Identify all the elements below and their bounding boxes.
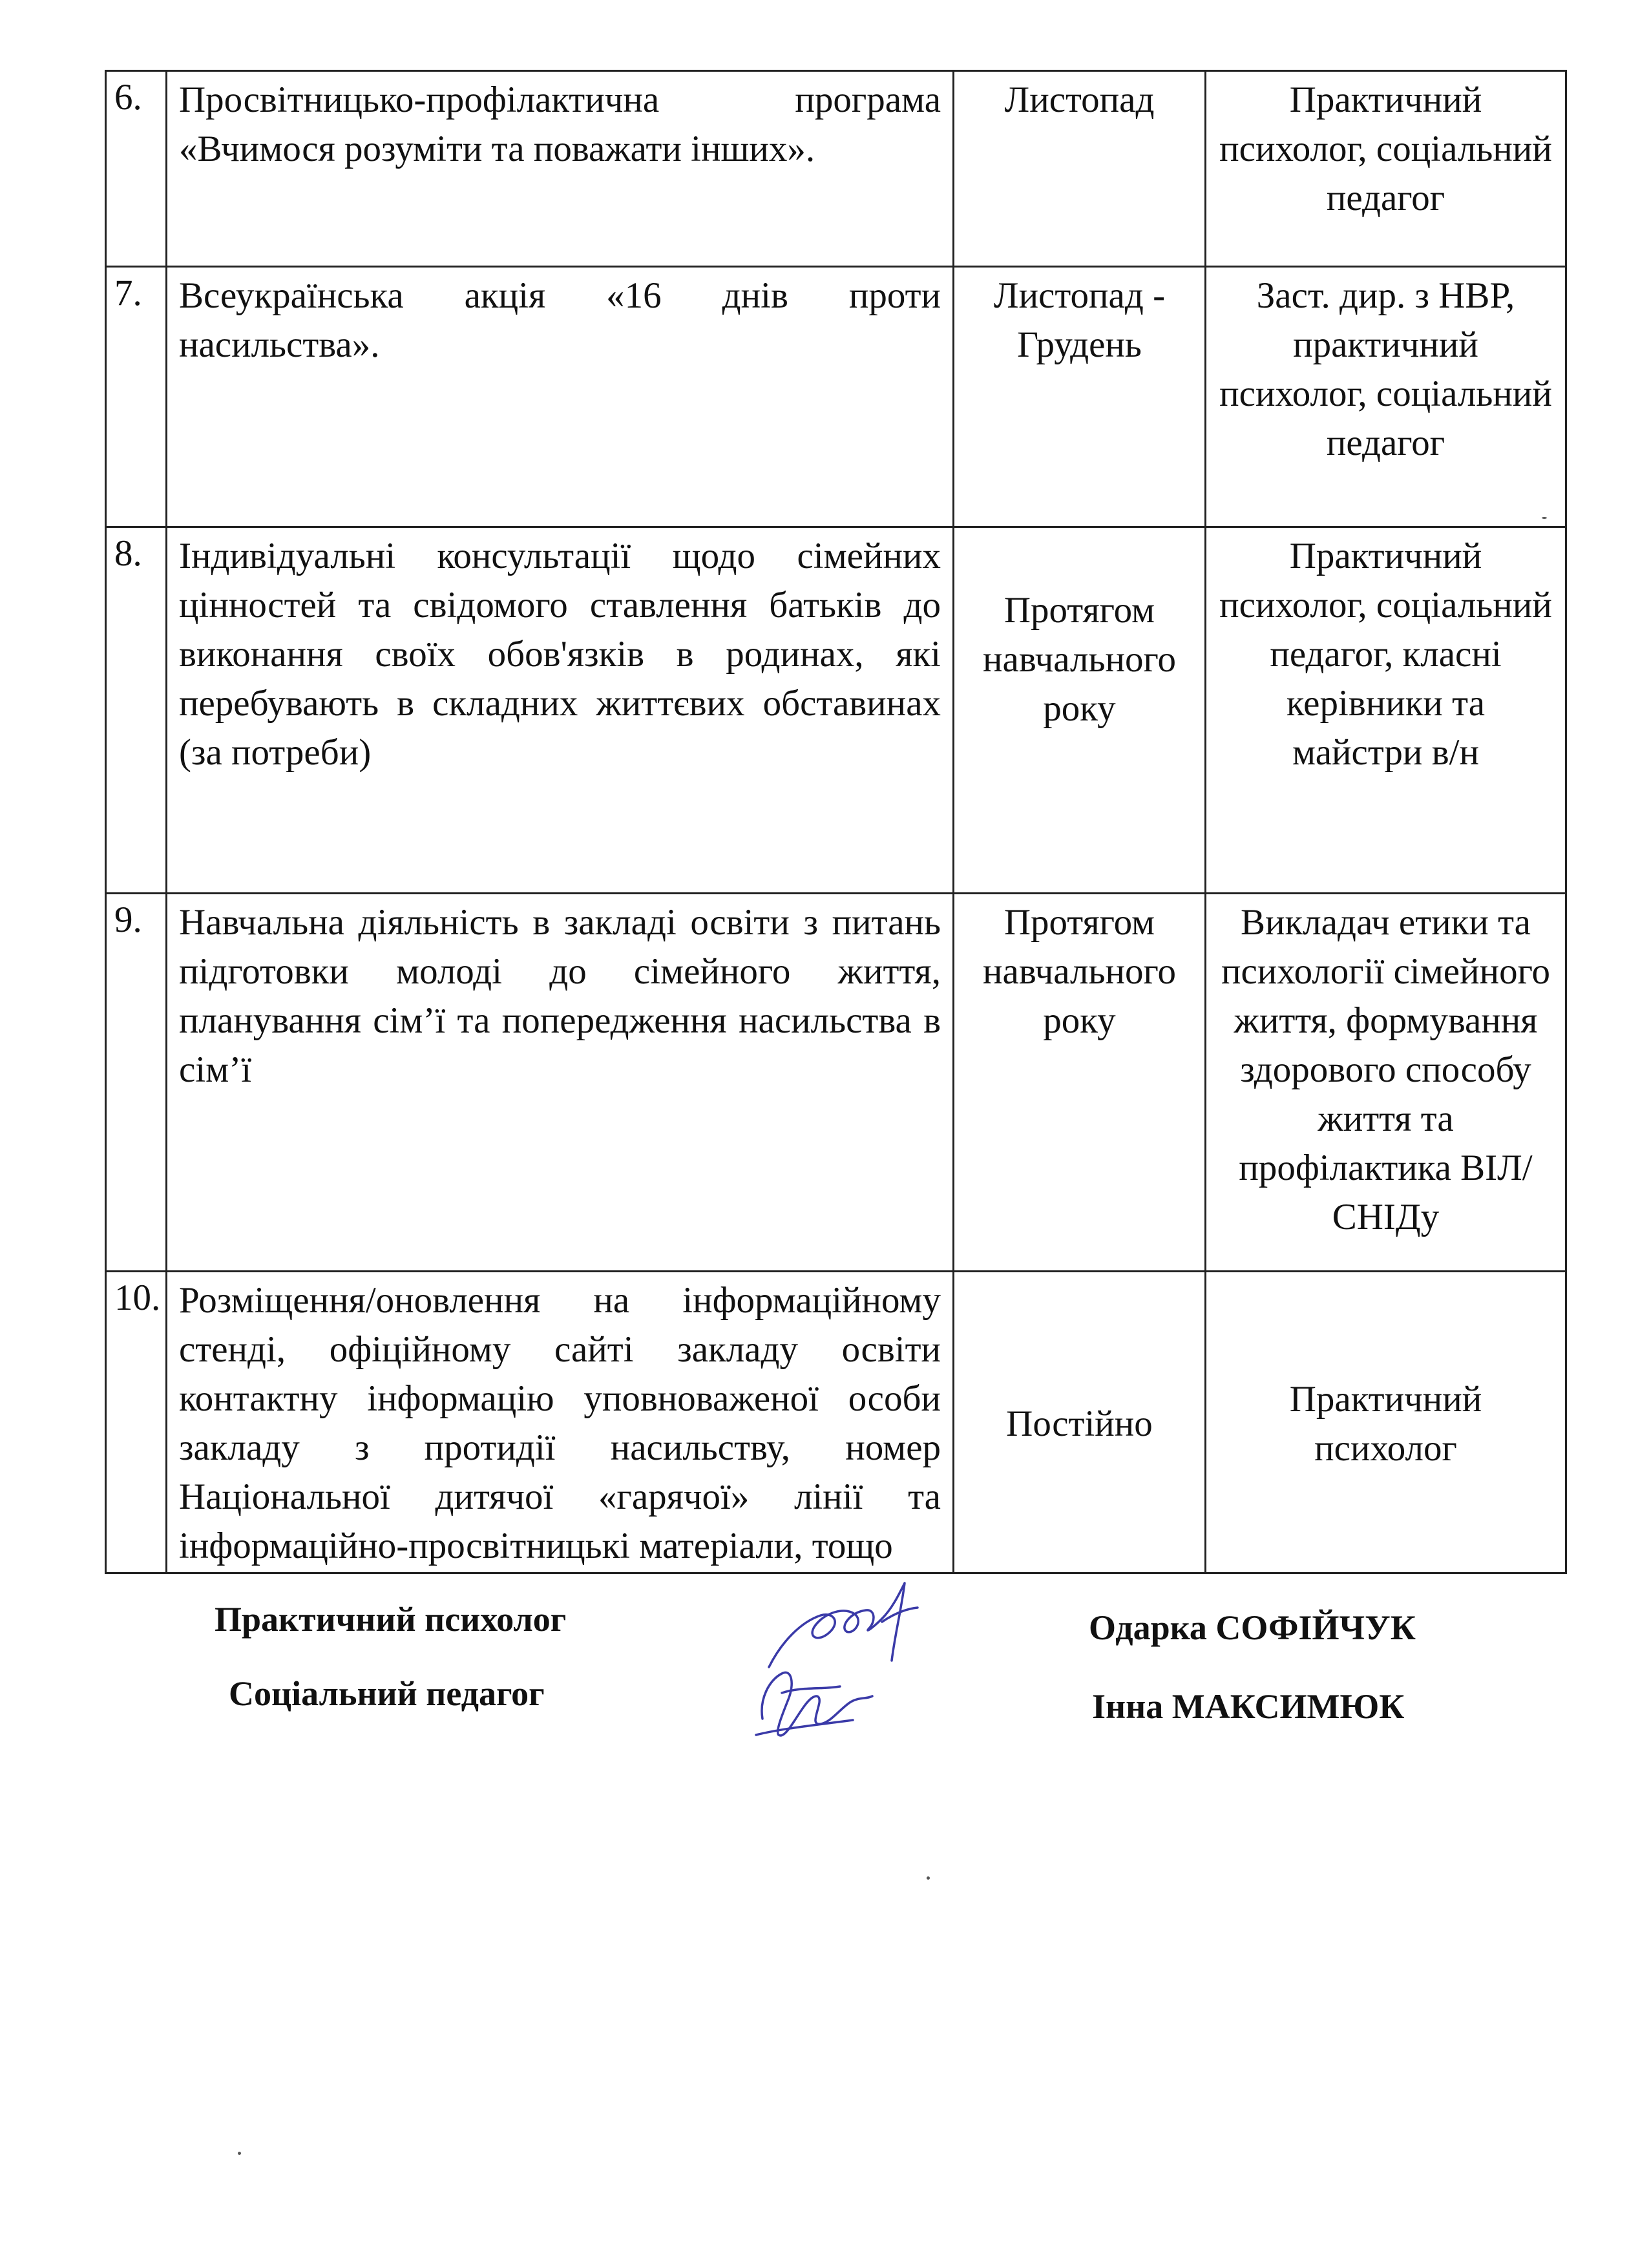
table-row	[106, 267, 1566, 527]
handwritten-signature	[743, 1570, 976, 1764]
scan-speck	[1542, 517, 1547, 519]
activity-term: Протягом навчального року	[954, 894, 1206, 1272]
activity-term: Листопад - Грудень	[954, 267, 1206, 527]
signatory-position-social-teacher: Соціальний педагог	[229, 1674, 545, 1713]
table-row	[106, 71, 1566, 267]
activity-name: Навчальна діяльність в закладі освіти з питань підготовки молоді до сімейного життя, планування сім’ї та попередження насильства в сім’ї	[167, 894, 954, 1272]
activity-responsible: Практичний психолог, соціальний педагог, класні керівники та майстри в/н	[1206, 527, 1566, 894]
row-number: 7.	[106, 267, 167, 527]
activity-name: Просвітницько-профілактична програма «Вчимося розуміти та поважати інших».	[167, 71, 954, 267]
table-row	[106, 1272, 1566, 1573]
row-number: 10.	[106, 1272, 167, 1573]
signatory-position-psychologist: Практичний психолог	[215, 1600, 567, 1639]
activity-responsible: Викладач етики та психології сімейного життя, формування здорового способу життя та профілактика ВІЛ/СНІДу	[1206, 894, 1566, 1272]
activity-responsible: Заст. дир. з НВР, практичний психолог, соціальний педагог	[1206, 267, 1566, 527]
activity-term: Листопад	[954, 71, 1206, 267]
activity-name: Всеукраїнська акція «16 днів проти насильства».	[167, 267, 954, 527]
row-number: 9.	[106, 894, 167, 1272]
activity-name: Розміщення/оновлення на інформаційному стенді, офіційному сайті закладу освіти контактну інформацію уповноваженої особи закладу з протидії насильству, номер Національної дитячої «гарячої» лінії та інформаційно-просвітницькі матеріали, тощо	[167, 1272, 954, 1573]
activity-name: Індивідуальні консультації щодо сімейних цінностей та свідомого ставлення батьків до виконання своїх обов'язків в родинах, які перебувають в складних життєвих обставинах (за потреби)	[167, 527, 954, 894]
row-number: 8.	[106, 527, 167, 894]
scan-speck	[927, 1876, 930, 1880]
table-row	[106, 527, 1566, 894]
activity-term: Протягом навчального року	[954, 527, 1206, 894]
signatory-name-social-teacher: Інна МАКСИМЮК	[1092, 1687, 1405, 1726]
activity-responsible: Практичний психолог	[1206, 1272, 1566, 1573]
activity-plan-table	[105, 70, 1567, 1574]
activity-term: Постійно	[954, 1272, 1206, 1573]
table-row	[106, 894, 1566, 1272]
scan-speck	[238, 2152, 241, 2155]
row-number: 6.	[106, 71, 167, 267]
activity-responsible: Практичний психолог, соціальний педагог	[1206, 71, 1566, 267]
signatory-name-psychologist: Одарка СОФІЙЧУК	[1089, 1608, 1416, 1647]
